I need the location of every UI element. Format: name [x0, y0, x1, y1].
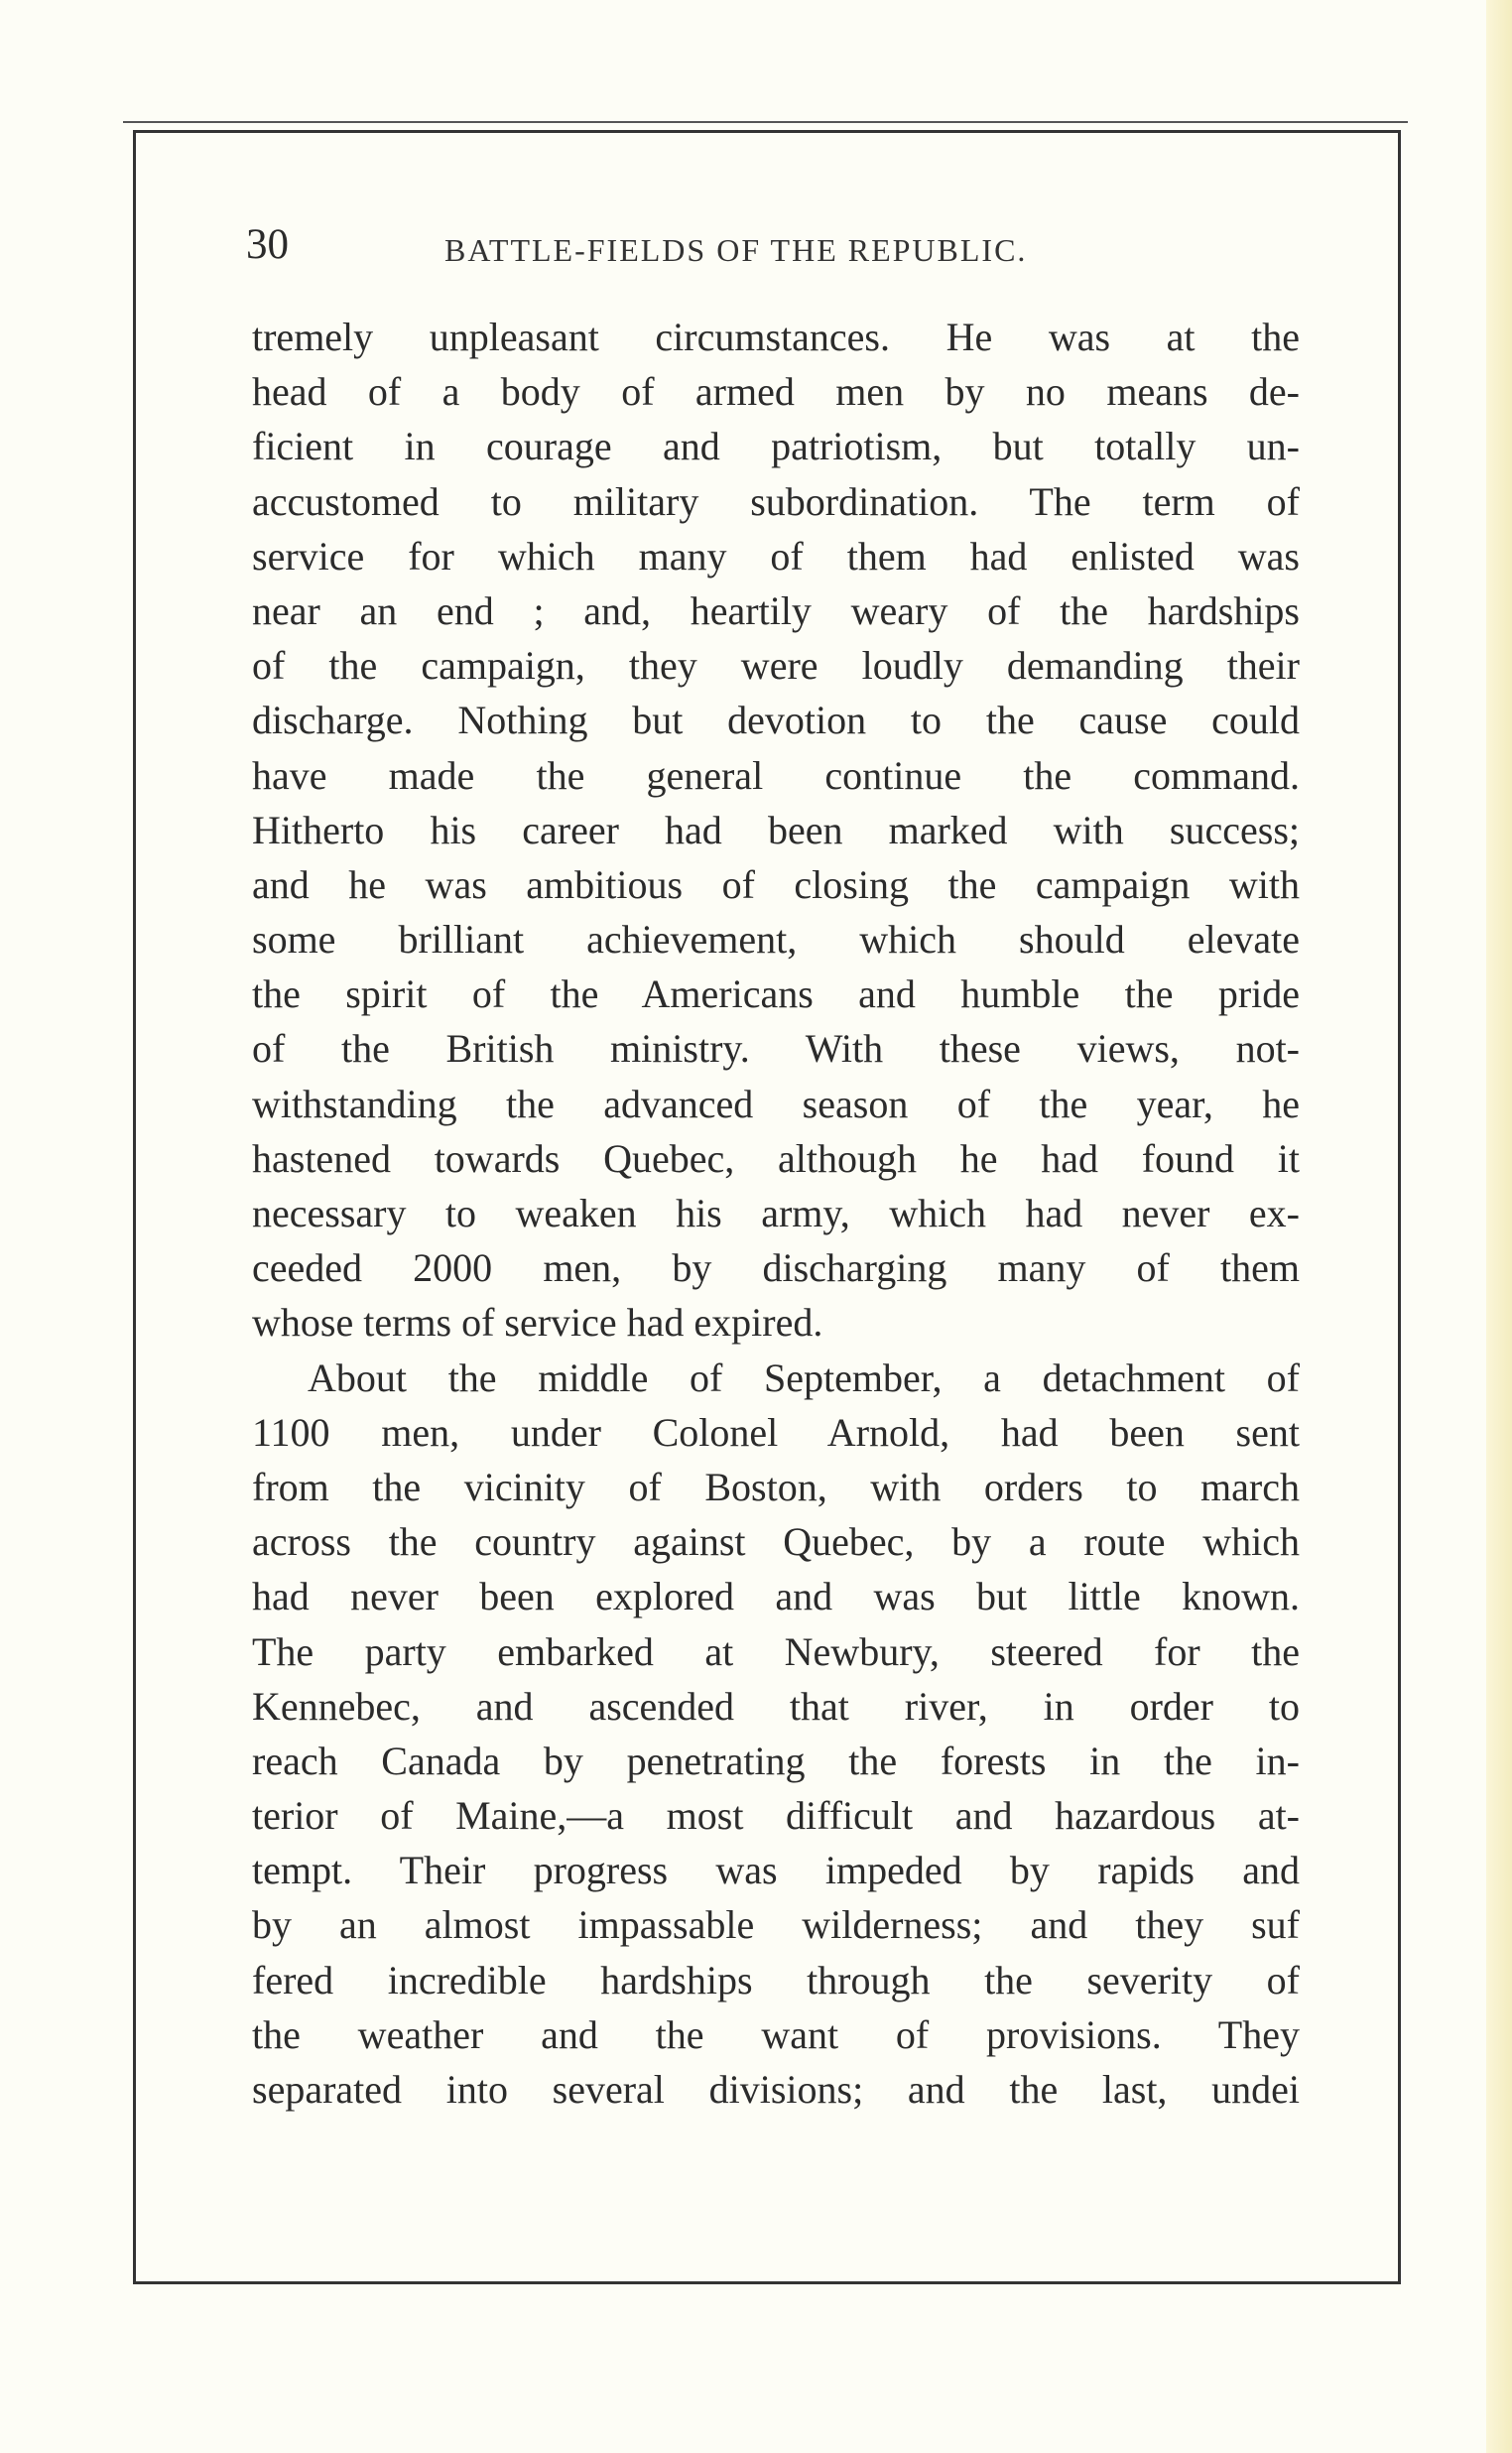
text-line: tempt. Their progress was impeded by rapids and	[252, 1848, 1300, 1893]
text-line: The party embarked at Newbury, steered for the	[252, 1628, 1300, 1674]
text-line: hastened towards Quebec, although he had found it	[252, 1135, 1300, 1181]
page-number: 30	[246, 221, 289, 268]
text-line: 1100 men, under Colonel Arnold, had been sent	[252, 1409, 1300, 1455]
text-line: About the middle of September, a detachment of	[308, 1355, 1300, 1400]
text-line: across the country against Quebec, by a route which	[252, 1519, 1300, 1565]
text-line: tremely unpleasant circumstances. He was at the	[252, 315, 1300, 359]
text-line: the spirit of the Americans and humble the pride	[252, 971, 1300, 1017]
text-line: ceeded 2000 men, by discharging many of them	[252, 1245, 1300, 1291]
text-line: by an almost impassable wilderness; and they suf	[252, 1902, 1300, 1948]
text-line: some brilliant achievement, which should elevate	[252, 917, 1300, 963]
text-line: withstanding the advanced season of the year, he	[252, 1081, 1300, 1126]
text-line: of the British ministry. With these views, not-	[252, 1026, 1300, 1072]
text-line: near an end ; and, heartily weary of the hardships	[252, 587, 1300, 633]
text-line: Hitherto his career had been marked with success;	[252, 807, 1300, 852]
text-line: have made the general continue the command.	[252, 752, 1300, 798]
text-line: reach Canada by penetrating the forests in the in-	[252, 1738, 1300, 1783]
text-line: discharge. Nothing but devotion to the cause could	[252, 698, 1300, 743]
text-line: fered incredible hardships through the severity of	[252, 1957, 1300, 2002]
text-line: ficient in courage and patriotism, but totally un-	[252, 424, 1300, 469]
page-edge	[1486, 0, 1512, 2453]
text-line: Kennebec, and ascended that river, in order to	[252, 1683, 1300, 1729]
text-line: had never been explored and was but little known.	[252, 1574, 1300, 1619]
text-line: accustomed to military subordination. The term of	[252, 478, 1300, 524]
text-line: and he was ambitious of closing the campaign with	[252, 861, 1300, 907]
text-line: whose terms of service had expired.	[252, 1300, 823, 1346]
text-line: of the campaign, they were loudly demanding their	[252, 643, 1300, 689]
text-line: separated into several divisions; and the last, undei	[252, 2067, 1300, 2112]
frame-top-rule	[123, 121, 1408, 123]
running-head: BATTLE-FIELDS OF THE REPUBLIC.	[444, 232, 1028, 268]
body-text	[252, 310, 1300, 2117]
text-line: necessary to weaken his army, which had never ex-	[252, 1191, 1300, 1235]
text-line: service for which many of them had enlisted was	[252, 533, 1300, 579]
text-line: the weather and the want of provisions. They	[252, 2011, 1300, 2057]
text-line: from the vicinity of Boston, with orders to march	[252, 1464, 1300, 1509]
text-line: terior of Maine,—a most difficult and hazardous at-	[252, 1793, 1300, 1839]
text-line: head of a body of armed men by no means de-	[252, 369, 1300, 415]
